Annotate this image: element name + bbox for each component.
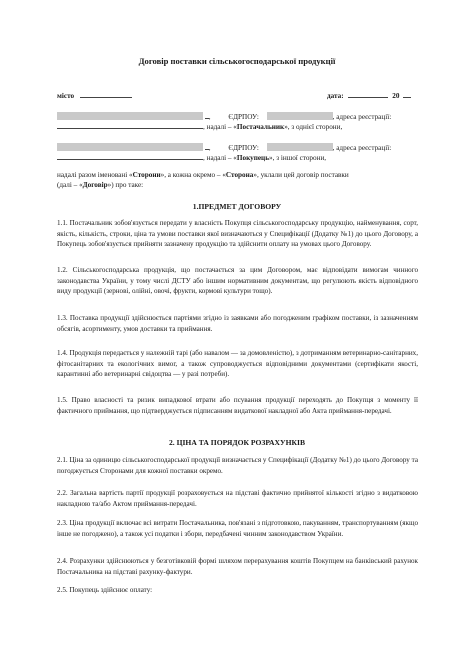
city-row — [57, 90, 132, 101]
clause-2-2: 2.2. Загальна вартість партії продукції розраховується на підставі фактично прийнятої кількості згідно з видатковою накладною та/або Актом приймання-передачі. — [57, 489, 418, 508]
intro-line-2 — [57, 181, 143, 190]
clause-1-1: 1.1. Постачальник зобов'язується передати у власність Покупця сільськогосподарську продукцію, найменування, сорт, якість, кількість, строки, ціна та умови поставки якої визначаються у Специфікації (Додатку №1) до цього Договору, а Покупець зобов'язується прийняти зазначену продукцію та здійснити оплату на умовах цього Договору. — [57, 219, 418, 249]
intro-text-2a: (далі – « — [57, 181, 83, 189]
clause-2-3: 2.3. Ціна продукції включає всі витрати Постачальника, пов'язані з підготовкою, пакуванням, транспортуванням (якщо інше не погоджено), а також усі податки і збори, передбачені чинним законодавством України. — [57, 519, 418, 538]
intro-text-2c: ») про таке: — [107, 181, 144, 189]
buyer-line-1: , ЄДРПОУ: , адреса реєстрації: — [57, 142, 391, 153]
clause-1-5: 1.5. Право власності та ризик випадкової втрати або псування продукції переходять до Покупця з моменту її фактичного приймання, що підтверджується підписанням видаткової накладної або Акта приймання-передачі. — [57, 396, 418, 415]
clause-2-5: 2.5. Покупець здійснює оплату: — [57, 586, 153, 594]
supplier-role: Постачальник — [236, 123, 285, 131]
supplier-line-1: , ЄДРПОУ: , адреса реєстрації: — [57, 111, 391, 122]
date-field[interactable] — [348, 90, 388, 98]
supplier-address-field[interactable] — [57, 121, 203, 129]
buyer-name-field[interactable] — [57, 143, 203, 151]
supplier-address-label: , адреса реєстрації: — [332, 113, 392, 121]
buyer-address-field[interactable] — [57, 152, 203, 160]
buyer-role: Покупець — [236, 154, 269, 162]
year-label: 20 — [392, 92, 400, 100]
clause-2-4: 2.4. Розрахунки здійснюються у безготівковій формі шляхом перерахування коштів Покупцем на банківський рахунок Постачальника на підставі рахунку-фактури. — [57, 557, 418, 576]
supplier-name-field[interactable] — [57, 112, 203, 120]
buyer-address-label: , адреса реєстрації: — [332, 144, 392, 152]
date-row — [327, 90, 411, 101]
document-title: Договір поставки сільськогосподарської продукції — [138, 56, 336, 66]
buyer-edrpou-field[interactable] — [267, 143, 333, 151]
supplier-called-prefix: , надалі – « — [203, 123, 237, 131]
city-field[interactable] — [80, 90, 132, 98]
clause-1-4: 1.4. Продукція передається у належній тарі (або навалом — за домовленістю), з дотриманням ветеринарно-санітарних, фітосанітарних та екологічних вимог, а також супроводжується відповідними документами (сертифікати якості, карантинні або ветеринарні свідоцтва — у разі потреби). — [57, 349, 418, 379]
intro-parties-term: Сторони — [132, 171, 161, 179]
intro-party-term: Сторона — [225, 171, 254, 179]
buyer-line-2 — [57, 152, 326, 163]
intro-text-a: надалі разом іменовані « — [57, 171, 133, 179]
clause-2-1: 2.1. Ціна за одиницю сільськогосподарської продукції визначається у Специфікації (Додатку №1) до цього Договору та погоджується Сторонами для кожної поставки окремо. — [57, 456, 418, 475]
intro-contract-term: Договір — [82, 181, 108, 189]
date-label: дата: — [327, 92, 344, 100]
year-field[interactable] — [403, 90, 411, 98]
city-label: місто — [57, 92, 75, 100]
clause-1-2: 1.2. Сільськогосподарська продукція, що постачається за цим Договором, має відповідати вимогам чинного законодавства України, у тому числі ДСТУ або іншим нормативним документам, що регулюють якість відповідного виду продукції (зернові, олійні, овочі, фрукти, кормові культури тощо). — [57, 266, 418, 296]
supplier-called-suffix: », з однієї сторони, — [284, 123, 343, 131]
intro-line-1 — [57, 171, 349, 180]
clause-1-3: 1.3. Поставка продукції здійснюється партіями згідно із заявками або погодженим графіком поставки, із зазначенням обсягів, асортименту, умов доставки та приймання. — [57, 314, 418, 333]
buyer-edrpou-label: ЄДРПОУ: — [228, 144, 259, 152]
intro-text-c: », а кожна окремо – « — [160, 171, 226, 179]
buyer-called-prefix: , надалі – « — [203, 154, 237, 162]
supplier-edrpou-label: ЄДРПОУ: — [228, 113, 259, 121]
supplier-line-2 — [57, 121, 342, 132]
buyer-called-suffix: », з іншої сторони, — [269, 154, 327, 162]
supplier-edrpou-field[interactable] — [267, 112, 333, 120]
supplier-name-underline — [205, 111, 209, 119]
buyer-name-underline — [205, 142, 209, 150]
section-1-heading: 1.ПРЕДМЕТ ДОГОВОРУ — [192, 202, 282, 211]
intro-text-e: », уклали цей договір поставки — [253, 171, 349, 179]
section-2-heading: 2. ЦІНА ТА ПОРЯДОК РОЗРАХУНКІВ — [168, 438, 306, 447]
